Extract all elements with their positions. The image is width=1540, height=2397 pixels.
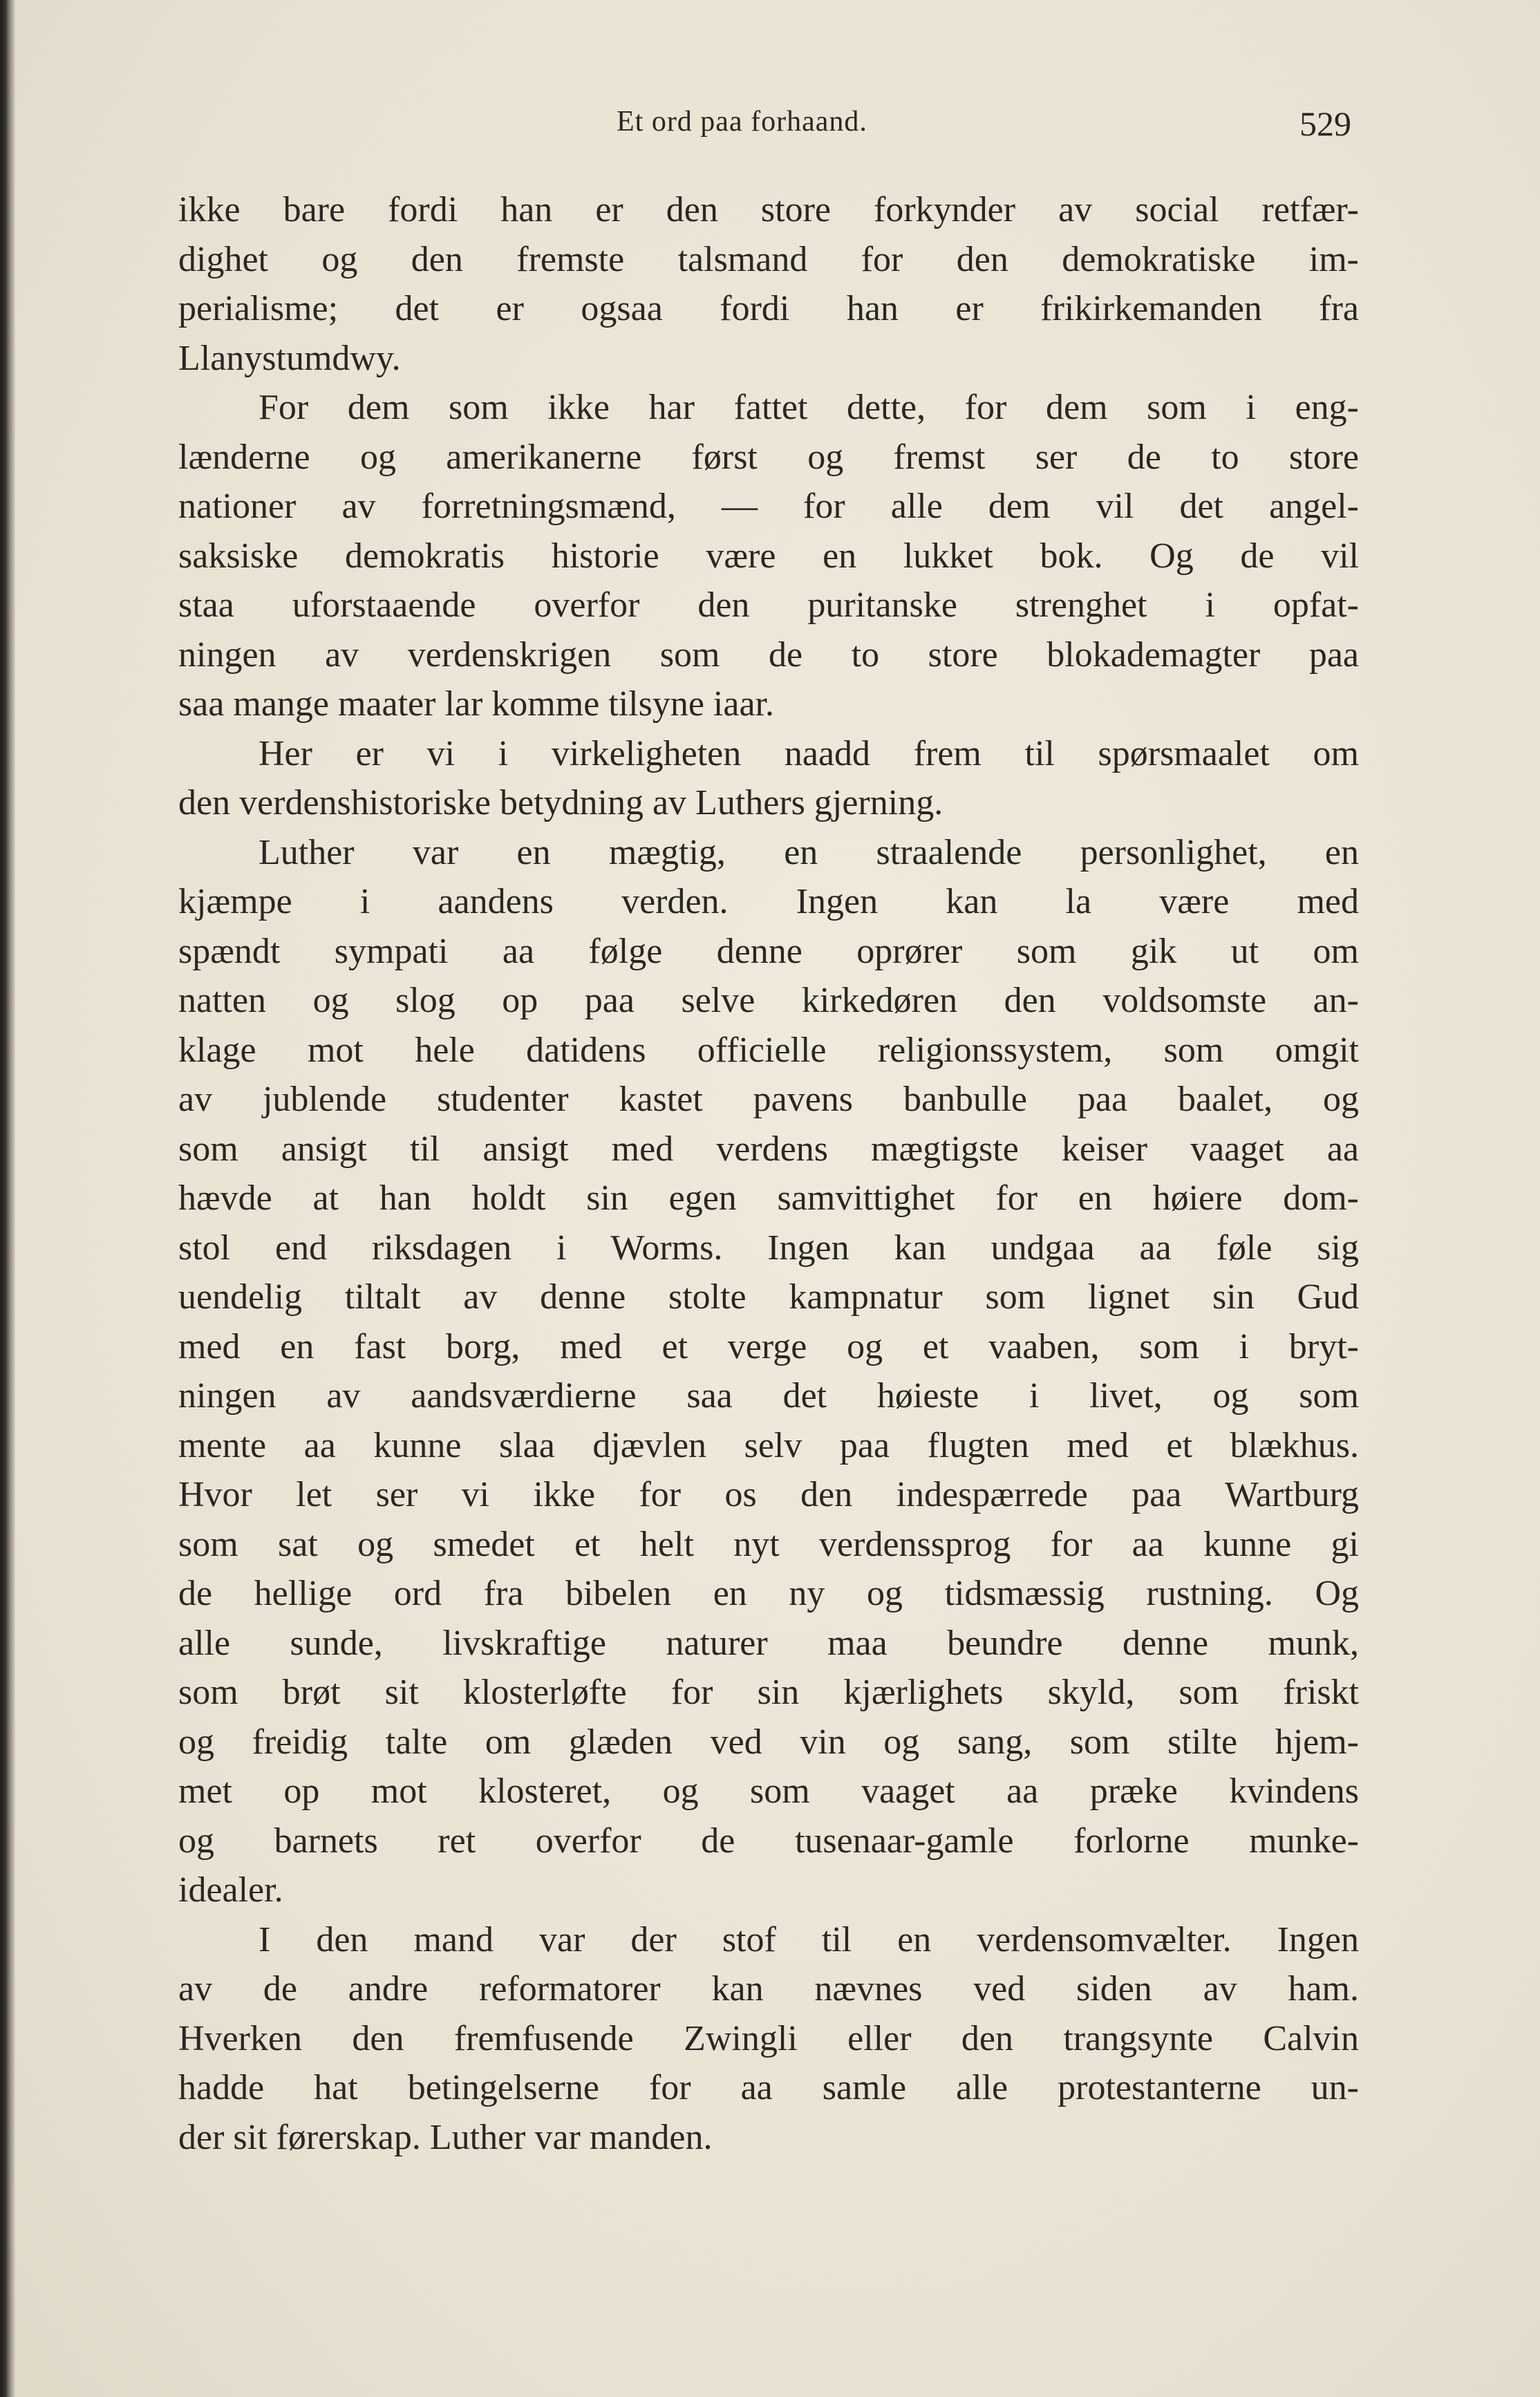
text-line: Hverken den fremfusende Zwingli eller den trangsynte Calvin xyxy=(178,2018,1359,2058)
book-page xyxy=(15,0,1540,2397)
text-line: For dem som ikke har fattet dette, for dem som i eng- xyxy=(259,388,1359,427)
text-line: og freidig talte om glæden ved vin og sang, som stilte hjem- xyxy=(178,1722,1359,1762)
text-line: den verdenshistoriske betydning av Luthers gjerning. xyxy=(178,783,943,822)
text-line: ningen av aandsværdierne saa det høieste i livet, og som xyxy=(178,1376,1359,1416)
text-line: saksiske demokratis historie være en lukket bok. Og de vil xyxy=(178,536,1359,576)
text-line: uendelig tiltalt av denne stolte kampnatur som lignet sin Gud xyxy=(178,1277,1359,1317)
text-line: kjæmpe i aandens verden. Ingen kan la være med xyxy=(178,882,1359,921)
text-line: natten og slog op paa selve kirkedøren den voldsomste an- xyxy=(178,981,1359,1020)
text-line: ikke bare fordi han er den store forkynder av social retfær- xyxy=(178,190,1359,229)
text-line: perialisme; det er ogsaa fordi han er frikirkemanden fra xyxy=(178,289,1359,328)
text-line: stol end riksdagen i Worms. Ingen kan undgaa aa føle sig xyxy=(178,1228,1359,1268)
text-line: av jublende studenter kastet pavens banbulle paa baalet, og xyxy=(178,1080,1359,1119)
text-line: klage mot hele datidens officielle religionssystem, som omgit xyxy=(178,1030,1359,1070)
page-number: 529 xyxy=(1299,104,1351,143)
text-line: saa mange maater lar komme tilsyne iaar. xyxy=(178,684,774,724)
text-line: og barnets ret overfor de tusenaar-gamle forlorne munke- xyxy=(178,1821,1359,1861)
text-line: lænderne og amerikanerne først og fremst ser de to store xyxy=(178,437,1359,477)
text-line: som sat og smedet et helt nyt verdenssprog for aa kunne gi xyxy=(178,1524,1359,1564)
book-binding-edge xyxy=(0,0,15,2397)
text-line: Hvor let ser vi ikke for os den indespærrede paa Wartburg xyxy=(178,1475,1359,1514)
body-text xyxy=(178,185,1359,2162)
text-line: mente aa kunne slaa djævlen selv paa flugten med et blækhus. xyxy=(178,1425,1359,1465)
text-line: I den mand var der stof til en verdensomvælter. Ingen xyxy=(259,1919,1359,1959)
text-line: met op mot klosteret, og som vaaget aa præke kvindens xyxy=(178,1771,1359,1811)
text-line: hadde hat betingelserne for aa samle alle protestanterne un- xyxy=(178,2068,1359,2107)
text-line: som brøt sit klosterløfte for sin kjærlighets skyld, som friskt xyxy=(178,1673,1359,1712)
text-line: de hellige ord fra bibelen en ny og tidsmæssig rustning. Og xyxy=(178,1574,1359,1613)
text-line: ningen av verdenskrigen som de to store blokademagter paa xyxy=(178,634,1359,675)
text-line: der sit førerskap. Luther var manden. xyxy=(178,2117,713,2157)
running-head-title: Et ord paa forhaand. xyxy=(617,106,867,138)
text-line: dighet og den fremste talsmand for den demokratiske im- xyxy=(178,239,1359,279)
text-line: idealer. xyxy=(178,1870,283,1910)
text-line: av de andre reformatorer kan nævnes ved siden av ham. xyxy=(178,1969,1359,2009)
text-line: nationer av forretningsmænd, — for alle dem vil det angel- xyxy=(178,487,1359,526)
text-line: Llanystumdwy. xyxy=(178,338,401,378)
text-line: hævde at han holdt sin egen samvittighet for en høiere dom- xyxy=(178,1178,1359,1218)
text-line: spændt sympati aa følge denne oprører som gik ut om xyxy=(178,931,1359,971)
text-line: alle sunde, livskraftige naturer maa beundre denne munk, xyxy=(178,1623,1359,1663)
text-line: som ansigt til ansigt med verdens mægtigste keiser vaaget aa xyxy=(178,1129,1359,1169)
text-line: staa uforstaaende overfor den puritanske strenghet i opfat- xyxy=(178,585,1359,625)
text-line: Luther var en mægtig, en straalende personlighet, en xyxy=(259,832,1359,872)
text-line: Her er vi i virkeligheten naadd frem til spørsmaalet om xyxy=(259,733,1359,773)
text-line: med en fast borg, med et verge og et vaaben, som i bryt- xyxy=(178,1326,1359,1366)
